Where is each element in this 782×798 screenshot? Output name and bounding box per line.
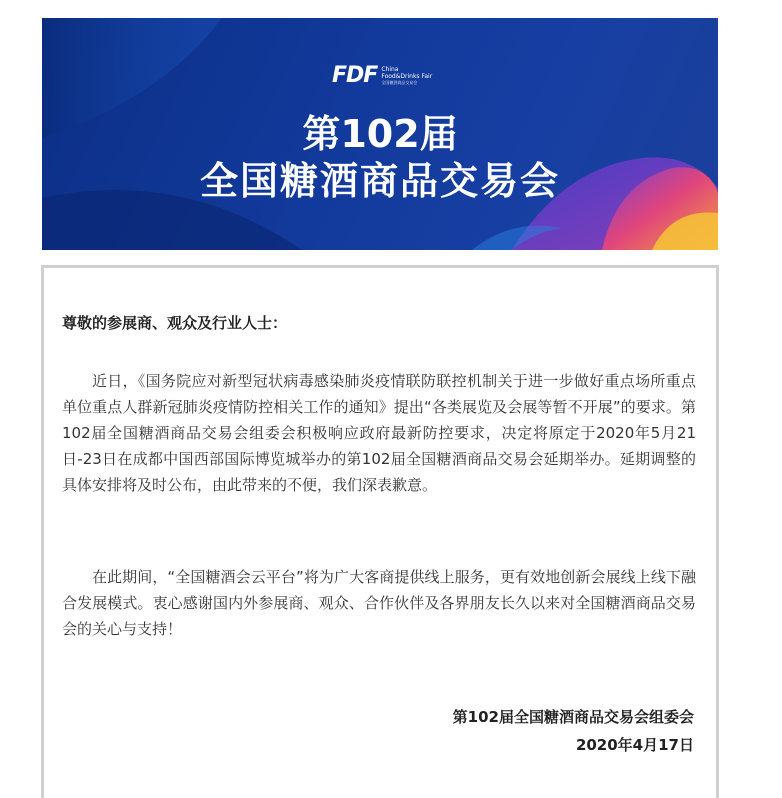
signature: 第102届全国糖酒商品交易会组委会	[452, 708, 694, 726]
signature-date: 2020年4月17日	[575, 736, 694, 754]
fdf-logo-mark: FDF	[332, 62, 378, 88]
paragraph-1: 近日，《国务院应对新型冠状病毒感染肺炎疫情联防联控机制关于进一步做好重点场所重点单位重点人群新冠肺炎疫情防控相关工作的通知》提出“各类展览及会展等暂不开展”的要求。第102届全国糖酒商品交易会组委会积极响应政府最新防控要求，决定将原定于2020年5月21日-23日在成都中国西部国际博览城举办的第102届全国糖酒商品交易会延期举办。延期调整的具体安排将及时公布，由此带来的不便，我们深表歉意。	[62, 372, 696, 494]
fdf-logo	[332, 58, 432, 92]
announcement-card	[41, 265, 719, 798]
event-banner	[42, 18, 718, 250]
greeting: 尊敬的参展商、观众及行业人士：	[62, 314, 288, 332]
fdf-logo-subtitle: China Food&Drinks Fair 全国糖酒商品交易会	[381, 65, 433, 85]
paragraph-2: 在此期间，“全国糖酒会云平台”将为广大客商提供线上服务，更有效地创新会展线上线下融合发展模式。衷心感谢国内外参展商、观众、合作伙伴及各界朋友长久以来对全国糖酒商品交易会的关心与支持！	[62, 568, 696, 638]
banner-title-line2: 全国糖酒商品交易会	[199, 159, 560, 203]
banner-title-line1: 第102届	[302, 112, 458, 156]
